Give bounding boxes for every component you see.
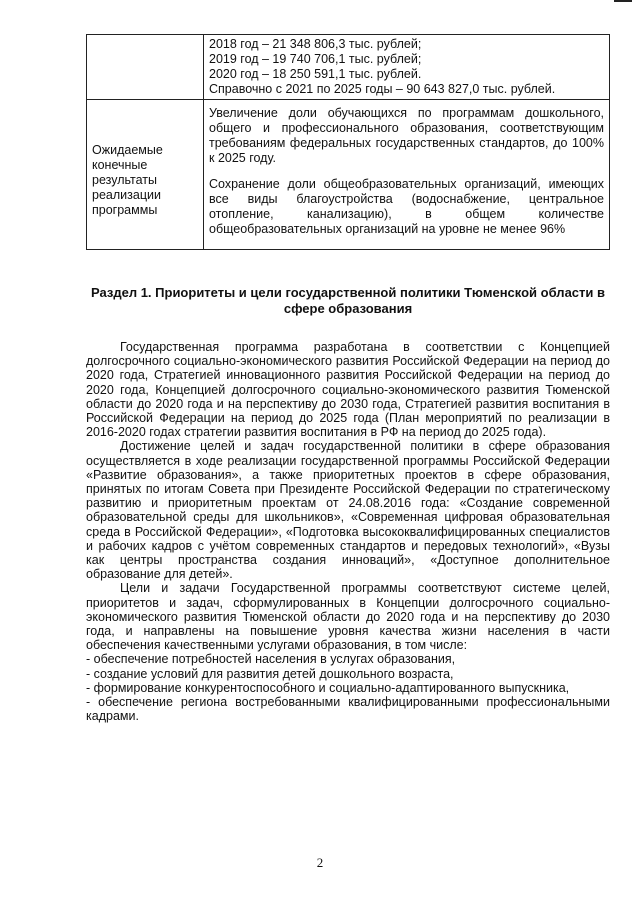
paragraph-goals-achievement: Достижение целей и задач государственной политики в сфере образования осуществляется в ходе реализации государственной программы Российской Федерации «Развитие образования», а также приоритетных проектов в сфере образования, принятых по итогам Совета при Президенте Российской Федерации по стратегическому развитию и приоритетным проектам от 24.08.2016 года: «Создание современной образовательной среды для школьников», «Современная цифровая образовательная среда в Российской Федерации», «Подготовка высококвалифицированных специалистов и рабочих кадров с учётом современных стандартов и передовых технологий», «Вузы как центры пространства создания инноваций», «Доступное дополнительное образование для детей». xyxy=(86,439,610,582)
finance-line-2021-2025: Справочно с 2021 по 2025 годы – 90 643 827,0 тыс. рублей. xyxy=(209,82,556,96)
list-item-preschool: - создание условий для развития детей дошкольного возраста, xyxy=(86,666,454,681)
finance-value-cell xyxy=(204,35,610,100)
result-item-amenities: Сохранение доли общеобразовательных организаций, имеющих все виды благоустройства (водоснабжение, центральное отопление, канализацию), в общем количестве общеобразовательных организаций на уровне не менее 96% xyxy=(209,177,604,236)
finance-line-2018: 2018 год – 21 348 806,3 тыс. рублей; xyxy=(209,37,422,51)
finance-line-2019: 2019 год – 19 740 706,1 тыс. рублей; xyxy=(209,52,422,66)
page-edge-mark xyxy=(614,0,632,2)
section-body xyxy=(86,340,610,723)
table-row-results xyxy=(87,100,610,250)
paragraph-goals-tasks: Цели и задачи Государственной программы соответствуют системе целей, приоритетов и задач, сформулированных в Концепции долгосрочного социально-экономического развития Тюменской области до 2020 года и на перспективу до 2030 года, и направлены на повышение уровня качества жизни населения в части обеспечения качественными услугами образования, в том числе: xyxy=(86,581,610,653)
result-item-standards: Увеличение доли обучающихся по программам дошкольного, общего и профессионального образования, соответствующим требованиям федеральных государственных стандартов, до 100% к 2025 году. xyxy=(209,106,604,165)
list-item-personnel: - обеспечение региона востребованными квалифицированными профессиональными кадрами. xyxy=(86,695,610,724)
section-heading: Раздел 1. Приоритеты и цели государственной политики Тюменской области в сфере образования xyxy=(91,285,605,316)
table-row-finance xyxy=(87,35,610,100)
page-number: 2 xyxy=(316,855,324,870)
list-item-needs: - обеспечение потребностей населения в услугах образования, xyxy=(86,652,456,667)
list-item-graduate: - формирование конкурентоспособного и социально-адаптированного выпускника, xyxy=(86,680,570,695)
paragraph-program-basis: Государственная программа разработана в соответствии с Концепцией долгосрочного социально-экономического развития Российской Федерации на период до 2020 года, Стратегией инновационного развития Российской Федерации на период до 2020 года, Концепцией долгосрочного социально-экономического развития Тюменской области до 2020 года и на перспективу до 2030 года, Стратегией развития воспитания в Российской Федерации на период до 2025 года (План мероприятий по реализации в 2016-2020 годах стратегии развития воспитания в РФ на период до 2025 года). xyxy=(86,340,610,440)
results-value-cell xyxy=(204,100,610,250)
results-label: Ожидаемые конечные результаты реализации программы xyxy=(92,143,163,217)
results-label-cell xyxy=(87,100,204,250)
finance-label-cell xyxy=(87,35,204,100)
finance-line-2020: 2020 год – 18 250 591,1 тыс. рублей. xyxy=(209,67,422,81)
program-passport-table xyxy=(86,34,610,250)
